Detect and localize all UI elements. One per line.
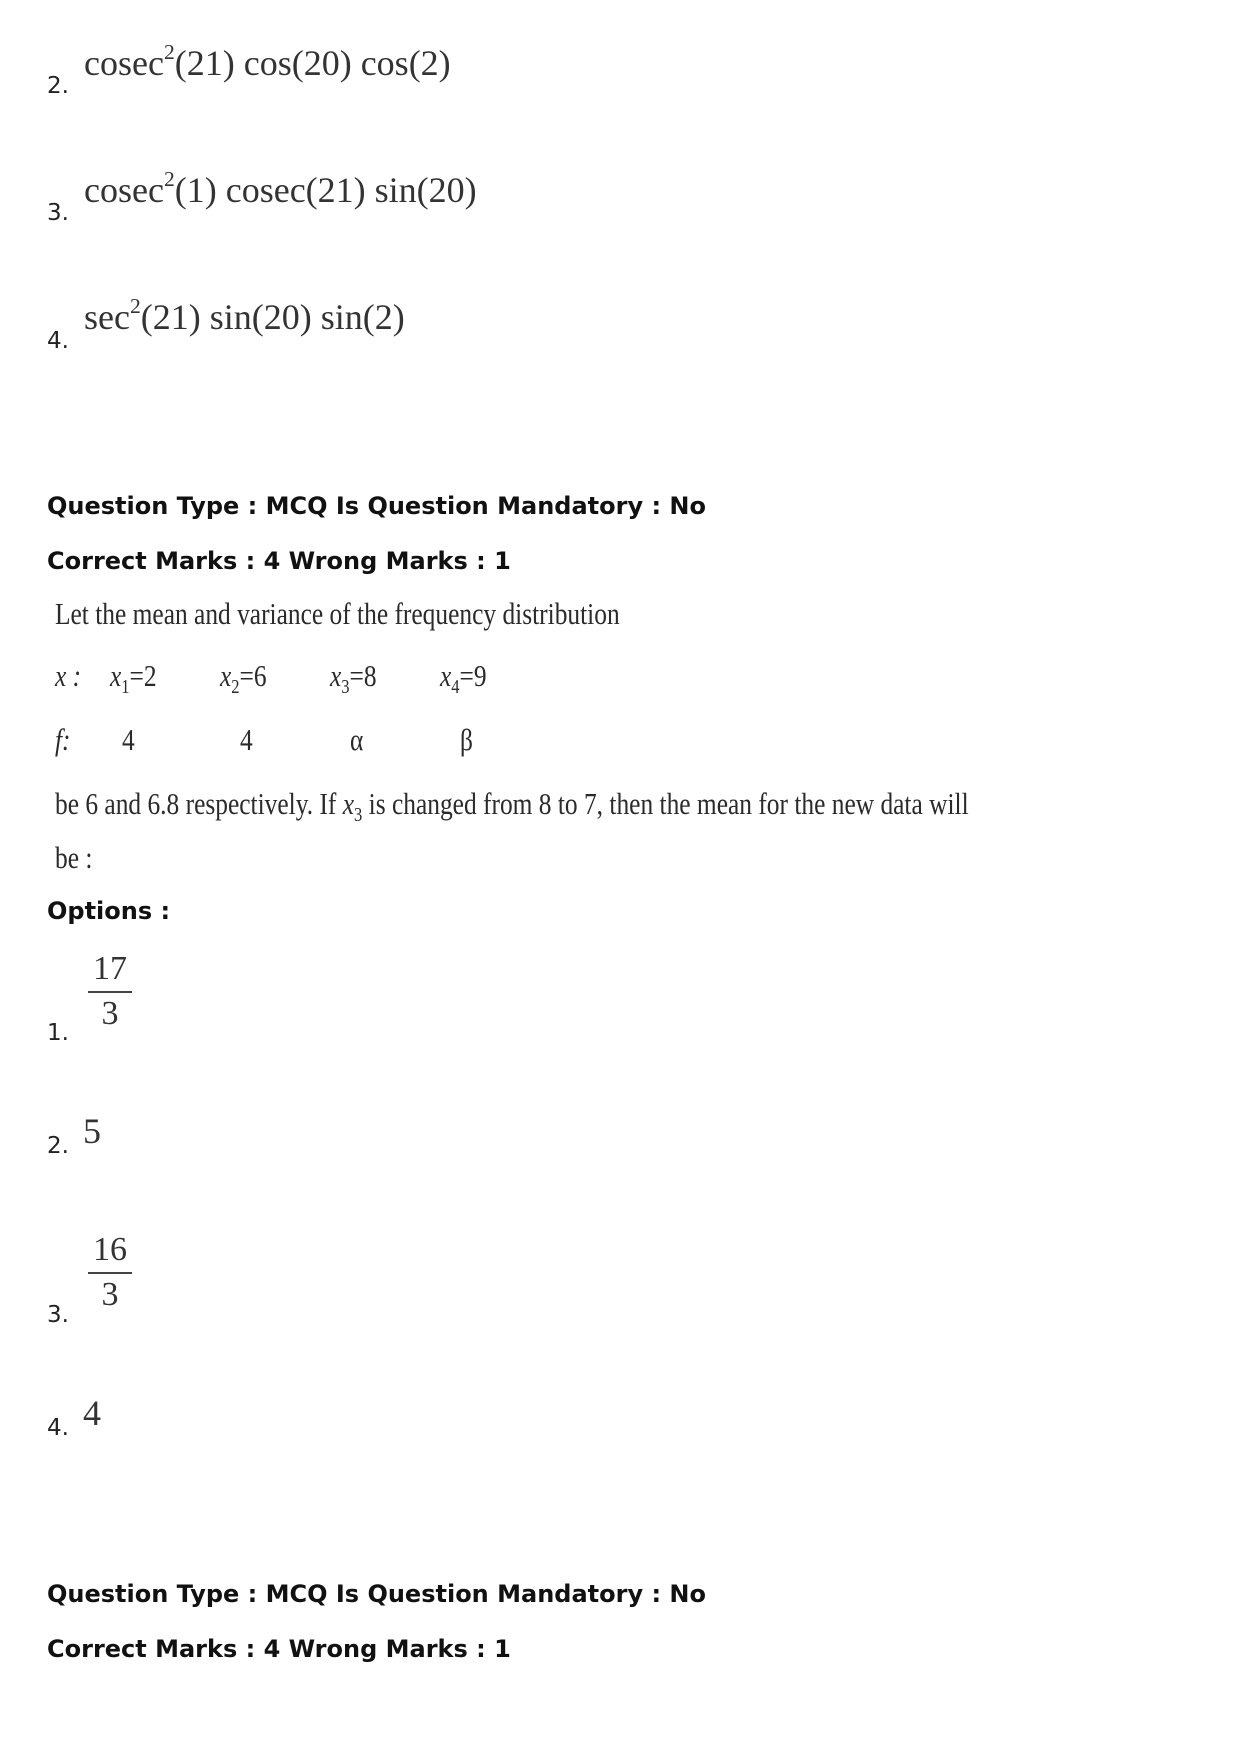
freq-f-label: f: — [55, 722, 71, 757]
question-marks-line: Correct Marks : 4 Wrong Marks : 1 — [47, 547, 511, 575]
next-question-marks-line: Correct Marks : 4 Wrong Marks : 1 — [47, 1635, 511, 1663]
freq-f-cell: 4 — [122, 722, 135, 757]
option-number: 1. — [47, 1020, 69, 1046]
option-number: 3. — [47, 200, 69, 226]
option-value: 4 — [83, 1393, 101, 1433]
freq-f-cell: α — [350, 722, 364, 757]
freq-x-cell: $x_1=2$ — [110, 658, 157, 699]
question-body-end: be : — [55, 840, 93, 875]
freq-x-cell: $x_2=6$ — [220, 658, 267, 699]
fraction-bar — [88, 991, 132, 993]
option-number: 2. — [47, 1133, 69, 1159]
freq-x-label: x : — [55, 658, 82, 693]
option-fraction — [88, 950, 132, 1033]
fraction-denominator: 3 — [101, 1276, 119, 1313]
fraction-numerator: 16 — [93, 1231, 127, 1268]
option-math: cosec$^2$(21) cos(20) cos(2) — [84, 39, 451, 83]
freq-x-cell: $x_3=8$ — [330, 658, 377, 699]
option-value: 5 — [83, 1111, 101, 1151]
option-number: 4. — [47, 328, 69, 354]
fraction-bar — [88, 1272, 132, 1274]
fraction-denominator: 3 — [101, 995, 119, 1032]
option-number: 4. — [47, 1415, 69, 1441]
freq-f-cell: 4 — [240, 722, 253, 757]
option-math: $\sec^2(21)$ sin(20) sin(2) — [84, 293, 405, 337]
option-number: 2. — [47, 73, 69, 99]
options-label: Options : — [47, 897, 171, 925]
question-intro: Let the mean and variance of the frequency distribution — [55, 596, 620, 631]
question-body: be 6 and 6.8 respectively. If $x_3$ is changed from 8 to 7, then the mean for the new data will — [55, 786, 969, 827]
option-math: cosec$^2$(1) cosec(21) sin(20) — [84, 166, 477, 210]
option-fraction — [88, 1231, 132, 1314]
next-question-type-line: Question Type : MCQ Is Question Mandatory : No — [47, 1580, 706, 1608]
freq-x-cell: $x_4=9$ — [440, 658, 487, 699]
freq-f-cell: β — [460, 722, 473, 757]
fraction-numerator: 17 — [93, 950, 127, 987]
question-type-line: Question Type : MCQ Is Question Mandatory : No — [47, 492, 706, 520]
option-number: 3. — [47, 1302, 69, 1328]
